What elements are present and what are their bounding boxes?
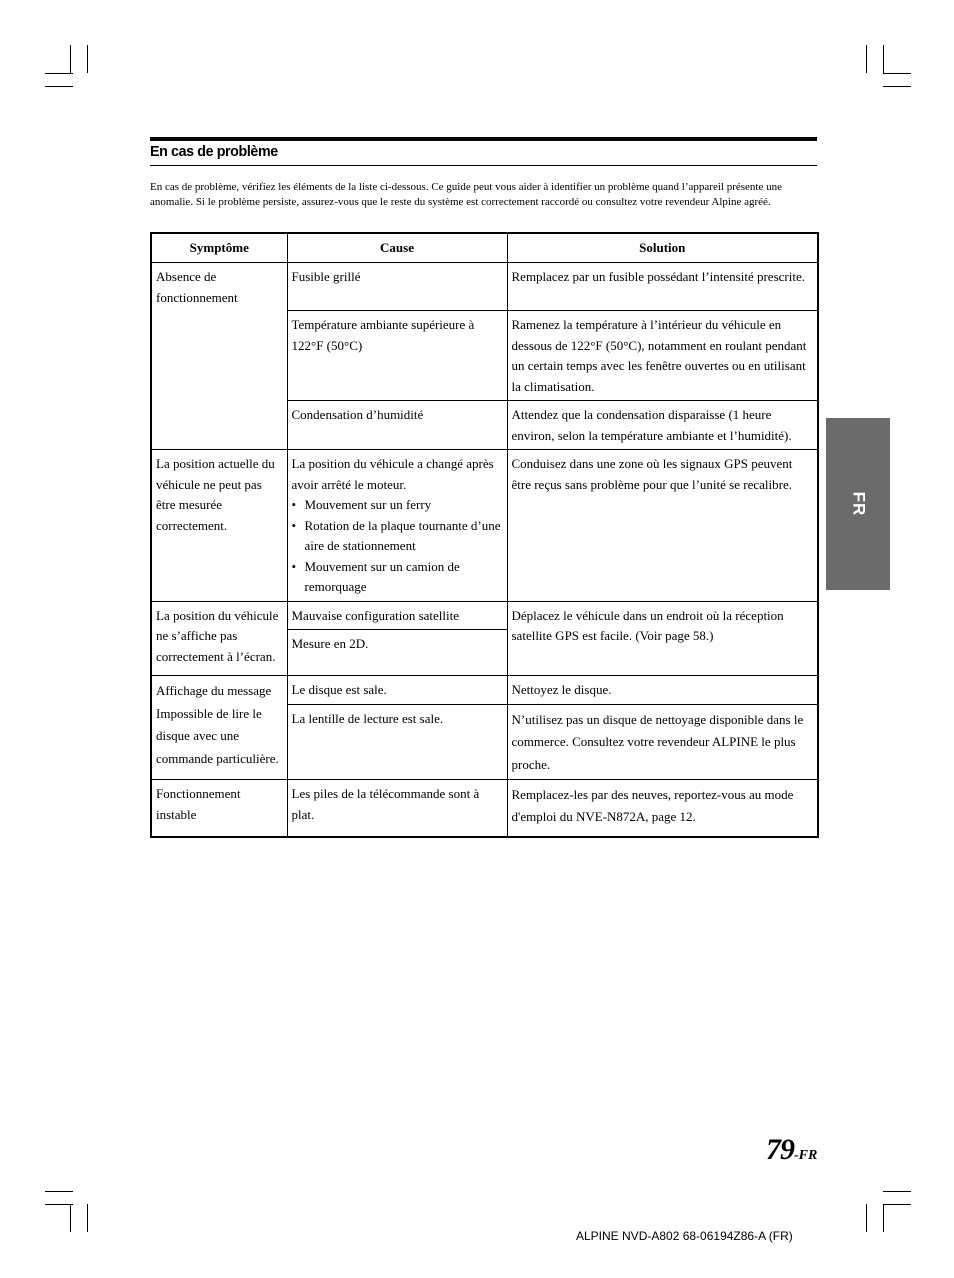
crop-mark bbox=[45, 1191, 73, 1192]
page-number bbox=[766, 1133, 817, 1167]
list-item: • Rotation de la plaque tournante d’une aire de stationnement bbox=[292, 516, 503, 557]
troubleshooting-table bbox=[150, 232, 819, 838]
crop-mark bbox=[883, 1191, 911, 1192]
symptom-cell: Affichage du message Impossible de lire le disque avec une commande particulière. bbox=[151, 676, 287, 780]
symptom-cell: La position du véhicule ne s’affiche pas correctement à l’écran. bbox=[151, 601, 287, 676]
solution-cell: Nettoyez le disque. bbox=[507, 676, 818, 705]
symptom-cell: Fonctionnement instable bbox=[151, 780, 287, 838]
solution-cell: Attendez que la condensation disparaisse (1 heure environ, selon la température ambiante et l’humidité). bbox=[507, 401, 818, 450]
page-number-suffix: -FR bbox=[794, 1148, 818, 1163]
table-row bbox=[151, 263, 818, 311]
crop-mark bbox=[70, 1204, 71, 1232]
cause-cell: Le disque est sale. bbox=[287, 676, 507, 705]
crop-mark bbox=[87, 1204, 88, 1232]
cause-cell: Les piles de la télécommande sont à plat. bbox=[287, 780, 507, 838]
page-number-value: 79 bbox=[766, 1133, 794, 1166]
cause-cell: Condensation d’humidité bbox=[287, 401, 507, 450]
crop-mark bbox=[883, 1204, 884, 1232]
cause-bullet-list bbox=[292, 495, 503, 598]
cause-cell: Mesure en 2D. bbox=[287, 630, 507, 676]
header-symptom: Symptôme bbox=[151, 233, 287, 263]
table-row bbox=[151, 780, 818, 838]
crop-mark bbox=[45, 73, 73, 74]
header-solution: Solution bbox=[507, 233, 818, 263]
cause-cell: Fusible grillé bbox=[287, 263, 507, 311]
table-row bbox=[151, 450, 818, 602]
symptom-cell: La position actuelle du véhicule ne peut pas être mesurée correctement. bbox=[151, 450, 287, 602]
cause-cell: Mauvaise configuration satellite bbox=[287, 601, 507, 630]
table-row bbox=[151, 601, 818, 630]
crop-mark bbox=[87, 45, 88, 73]
heading-bar bbox=[150, 137, 817, 141]
cause-text: La position du véhicule a changé après avoir arrêté le moteur. bbox=[291, 456, 494, 492]
section-title: En cas de problème bbox=[150, 143, 278, 160]
heading-rule bbox=[150, 165, 817, 166]
crop-mark bbox=[45, 1204, 73, 1205]
language-tab bbox=[826, 418, 890, 590]
solution-cell: Remplacez-les par des neuves, reportez-vous au mode d'emploi du NVE-N872A, page 12. bbox=[507, 780, 818, 838]
solution-cell: N’utilisez pas un disque de nettoyage disponible dans le commerce. Consultez votre revendeur ALPINE le plus proche. bbox=[507, 704, 818, 780]
intro-paragraph: En cas de problème, vérifiez les éléments de la liste ci-dessous. Ce guide peut vous aider à identifier un problème quand l’appareil présente une anomalie. Si le problème persiste, assurez-vous que le reste du système est correctement raccordé ou consultez votre revendeur Alpine agréé. bbox=[150, 181, 782, 208]
solution-cell: Conduisez dans une zone où les signaux GPS peuvent être reçus sans problème pour que l’unité se recalibre. bbox=[507, 450, 818, 602]
table-row bbox=[151, 676, 818, 705]
crop-mark bbox=[866, 45, 867, 73]
crop-mark bbox=[883, 73, 911, 74]
cause-cell: Température ambiante supérieure à 122°F (50°C) bbox=[287, 311, 507, 401]
crop-mark bbox=[883, 1204, 911, 1205]
solution-cell: Déplacez le véhicule dans un endroit où la réception satellite GPS est facile. (Voir page 58.) bbox=[507, 601, 818, 676]
symptom-cell: Absence de fonctionnement bbox=[151, 263, 287, 450]
crop-mark bbox=[883, 45, 884, 73]
crop-mark bbox=[883, 86, 911, 87]
cause-cell: La lentille de lecture est sale. bbox=[287, 704, 507, 780]
solution-cell: Remplacez par un fusible possédant l’intensité prescrite. bbox=[507, 263, 818, 311]
list-item: • Mouvement sur un camion de remorquage bbox=[292, 557, 503, 598]
crop-mark bbox=[70, 45, 71, 73]
language-tab-label: FR bbox=[848, 491, 868, 517]
solution-cell: Ramenez la température à l’intérieur du véhicule en dessous de 122°F (50°C), notamment en roulant pendant un certain temps avec les fenêtre ouvertes ou en utilisant la climatisation. bbox=[507, 311, 818, 401]
header-cause: Cause bbox=[287, 233, 507, 263]
cause-cell bbox=[287, 450, 507, 602]
table-header-row bbox=[151, 233, 818, 263]
crop-mark bbox=[45, 86, 73, 87]
footer-model-code: ALPINE NVD-A802 68-06194Z86-A (FR) bbox=[576, 1229, 793, 1243]
list-item: • Mouvement sur un ferry bbox=[292, 495, 503, 516]
crop-mark bbox=[866, 1204, 867, 1232]
